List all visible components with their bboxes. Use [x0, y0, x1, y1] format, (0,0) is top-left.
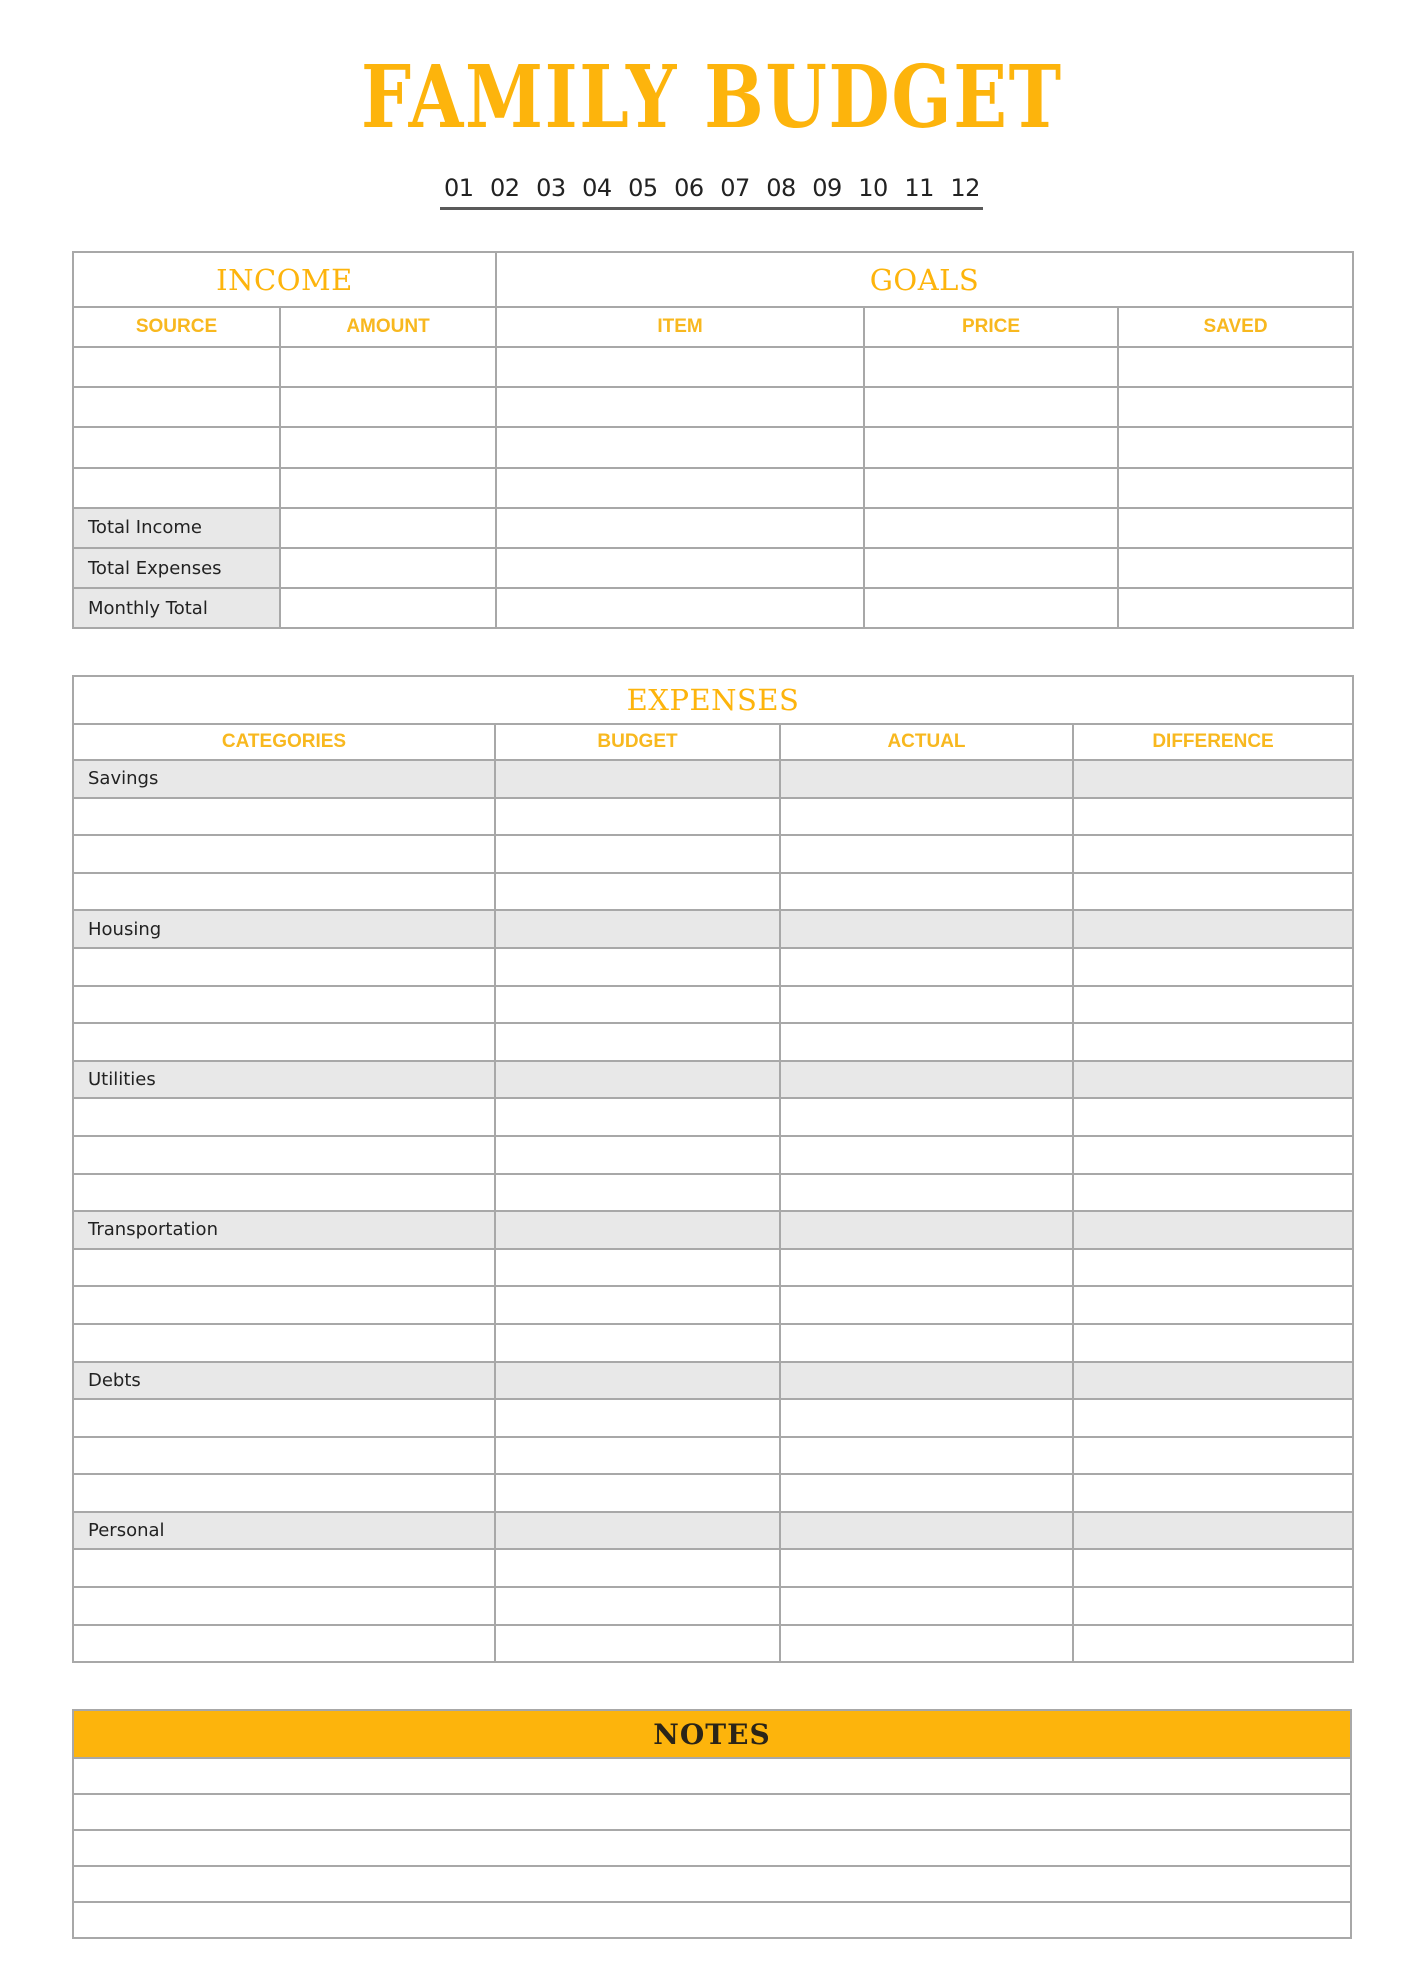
- expense-actual-cell[interactable]: [780, 873, 1073, 911]
- goal-price-cell[interactable]: [864, 387, 1118, 427]
- expense-difference-cell[interactable]: [1073, 1249, 1353, 1287]
- expense-budget-cell[interactable]: [495, 1136, 780, 1174]
- month-07[interactable]: 07: [720, 174, 750, 202]
- expense-category-row: [73, 1061, 1353, 1099]
- income-goals-row: [73, 508, 1353, 548]
- expenses-table: [72, 675, 1354, 1663]
- goals-col-price: PRICE: [864, 307, 1118, 347]
- expense-category-row: [73, 1512, 1353, 1550]
- expense-actual-cell[interactable]: [780, 1098, 1073, 1136]
- goal-saved-cell[interactable]: [1118, 347, 1353, 387]
- expense-item-row: [73, 1437, 1353, 1475]
- expense-actual-cell[interactable]: [780, 1512, 1073, 1550]
- expense-item-row: [73, 1098, 1353, 1136]
- month-underline: [440, 207, 983, 210]
- month-10[interactable]: 10: [858, 174, 888, 202]
- expense-item-row: [73, 835, 1353, 873]
- expense-item-row: [73, 1474, 1353, 1512]
- expense-item-cell[interactable]: [73, 948, 495, 986]
- goal-price-cell[interactable]: [864, 548, 1118, 588]
- goal-saved-cell[interactable]: [1118, 427, 1353, 467]
- expense-actual-cell[interactable]: [780, 1211, 1073, 1249]
- expense-budget-cell[interactable]: [495, 986, 780, 1024]
- expense-actual-cell[interactable]: [780, 1437, 1073, 1475]
- expense-difference-cell[interactable]: [1073, 1174, 1353, 1212]
- month-08[interactable]: 08: [766, 174, 796, 202]
- expense-actual-cell[interactable]: [780, 1362, 1073, 1400]
- goal-price-cell[interactable]: [864, 468, 1118, 508]
- expense-category-row: [73, 1211, 1353, 1249]
- expense-item-row: [73, 1625, 1353, 1663]
- month-01[interactable]: 01: [444, 174, 474, 202]
- expense-item-cell[interactable]: [73, 1474, 495, 1512]
- month-06[interactable]: 06: [674, 174, 704, 202]
- page-title-text: FAMILY BUDGET: [360, 47, 1063, 148]
- income-summary-label: Total Expenses: [73, 548, 280, 588]
- expense-item-row: [73, 1324, 1353, 1362]
- income-source-cell[interactable]: [73, 468, 280, 508]
- expense-category-label: Transportation: [73, 1211, 495, 1249]
- expense-actual-cell[interactable]: [780, 1286, 1073, 1324]
- expense-category-row: [73, 760, 1353, 798]
- month-03[interactable]: 03: [536, 174, 566, 202]
- goals-title: GOALS: [496, 252, 1353, 307]
- expense-item-cell[interactable]: [73, 1098, 495, 1136]
- expense-actual-cell[interactable]: [780, 1587, 1073, 1625]
- expense-item-row: [73, 1549, 1353, 1587]
- expense-budget-cell[interactable]: [495, 798, 780, 836]
- expense-actual-cell[interactable]: [780, 986, 1073, 1024]
- income-amount-cell[interactable]: [280, 387, 496, 427]
- expense-budget-cell[interactable]: [495, 835, 780, 873]
- goal-item-cell[interactable]: [496, 347, 864, 387]
- expense-actual-cell[interactable]: [780, 1061, 1073, 1099]
- goal-saved-cell[interactable]: [1118, 387, 1353, 427]
- goal-price-cell[interactable]: [864, 347, 1118, 387]
- expense-item-cell[interactable]: [73, 1549, 495, 1587]
- expense-budget-cell[interactable]: [495, 1098, 780, 1136]
- expense-budget-cell[interactable]: [495, 910, 780, 948]
- expense-budget-cell[interactable]: [495, 1061, 780, 1099]
- expense-actual-cell[interactable]: [780, 1249, 1073, 1287]
- income-col-amount: AMOUNT: [280, 307, 496, 347]
- expense-difference-cell[interactable]: [1073, 1512, 1353, 1550]
- income-amount-cell[interactable]: [280, 347, 496, 387]
- expense-difference-cell[interactable]: [1073, 1136, 1353, 1174]
- expense-budget-cell[interactable]: [495, 1174, 780, 1212]
- goal-item-cell[interactable]: [496, 387, 864, 427]
- expense-difference-cell[interactable]: [1073, 1286, 1353, 1324]
- expense-item-row: [73, 986, 1353, 1024]
- page-title: [0, 48, 1423, 148]
- notes-row: [73, 1830, 1351, 1866]
- goals-col-saved: SAVED: [1118, 307, 1353, 347]
- income-goals-row: [73, 387, 1353, 427]
- expense-category-label: Debts: [73, 1362, 495, 1400]
- goal-saved-cell[interactable]: [1118, 588, 1353, 628]
- expense-difference-cell[interactable]: [1073, 1023, 1353, 1061]
- expense-item-cell[interactable]: [73, 986, 495, 1024]
- expense-item-row: [73, 1587, 1353, 1625]
- expense-budget-cell[interactable]: [495, 1549, 780, 1587]
- expense-budget-cell[interactable]: [495, 1023, 780, 1061]
- expense-difference-cell[interactable]: [1073, 910, 1353, 948]
- month-05[interactable]: 05: [628, 174, 658, 202]
- expense-difference-cell[interactable]: [1073, 835, 1353, 873]
- income-source-cell[interactable]: [73, 427, 280, 467]
- goal-item-cell[interactable]: [496, 548, 864, 588]
- expense-actual-cell[interactable]: [780, 1625, 1073, 1663]
- income-amount-cell[interactable]: [280, 508, 496, 548]
- notes-row: [73, 1902, 1351, 1938]
- notes-table: [72, 1709, 1352, 1939]
- expense-difference-cell[interactable]: [1073, 1549, 1353, 1587]
- expense-difference-cell[interactable]: [1073, 798, 1353, 836]
- income-goals-row: [73, 548, 1353, 588]
- goals-col-item: ITEM: [496, 307, 864, 347]
- month-12[interactable]: 12: [950, 174, 980, 202]
- expense-category-row: [73, 1362, 1353, 1400]
- expense-item-row: [73, 873, 1353, 911]
- expense-item-cell[interactable]: [73, 1136, 495, 1174]
- income-source-cell[interactable]: [73, 387, 280, 427]
- expense-item-cell[interactable]: [73, 1249, 495, 1287]
- expense-actual-cell[interactable]: [780, 1136, 1073, 1174]
- expense-item-row: [73, 1023, 1353, 1061]
- notes-line[interactable]: [73, 1794, 1351, 1830]
- expense-item-cell[interactable]: [73, 1324, 495, 1362]
- expense-budget-cell[interactable]: [495, 1399, 780, 1437]
- income-amount-cell[interactable]: [280, 468, 496, 508]
- income-goals-row: [73, 468, 1353, 508]
- income-amount-cell[interactable]: [280, 588, 496, 628]
- expense-category-label: Utilities: [73, 1061, 495, 1099]
- expense-difference-cell[interactable]: [1073, 1474, 1353, 1512]
- expense-budget-cell[interactable]: [495, 1249, 780, 1287]
- expense-budget-cell[interactable]: [495, 1625, 780, 1663]
- income-source-cell[interactable]: [73, 347, 280, 387]
- expense-difference-cell[interactable]: [1073, 986, 1353, 1024]
- expense-budget-cell[interactable]: [495, 948, 780, 986]
- expense-budget-cell[interactable]: [495, 1474, 780, 1512]
- expense-budget-cell[interactable]: [495, 1587, 780, 1625]
- expense-item-cell[interactable]: [73, 1174, 495, 1212]
- expense-difference-cell[interactable]: [1073, 948, 1353, 986]
- expense-actual-cell[interactable]: [780, 1474, 1073, 1512]
- notes-title: NOTES: [73, 1710, 1351, 1758]
- expense-difference-cell[interactable]: [1073, 873, 1353, 911]
- expense-actual-cell[interactable]: [780, 1549, 1073, 1587]
- expense-actual-cell[interactable]: [780, 798, 1073, 836]
- goal-saved-cell[interactable]: [1118, 468, 1353, 508]
- expense-budget-cell[interactable]: [495, 760, 780, 798]
- expense-item-cell[interactable]: [73, 1587, 495, 1625]
- income-goals-row: [73, 347, 1353, 387]
- expense-item-cell[interactable]: [73, 873, 495, 911]
- expense-budget-cell[interactable]: [495, 873, 780, 911]
- expense-category-label: Personal: [73, 1512, 495, 1550]
- expense-budget-cell[interactable]: [495, 1286, 780, 1324]
- notes-line[interactable]: [73, 1866, 1351, 1902]
- income-goals-table: [72, 251, 1354, 629]
- expense-item-cell[interactable]: [73, 1286, 495, 1324]
- expense-budget-cell[interactable]: [495, 1324, 780, 1362]
- expense-difference-cell[interactable]: [1073, 1587, 1353, 1625]
- month-09[interactable]: 09: [812, 174, 842, 202]
- month-04[interactable]: 04: [582, 174, 612, 202]
- expense-category-label: Housing: [73, 910, 495, 948]
- expense-item-cell[interactable]: [73, 1437, 495, 1475]
- expense-item-cell[interactable]: [73, 1023, 495, 1061]
- expense-item-row: [73, 798, 1353, 836]
- expense-item-cell[interactable]: [73, 835, 495, 873]
- expense-difference-cell[interactable]: [1073, 1399, 1353, 1437]
- expense-category-label: Savings: [73, 760, 495, 798]
- income-title: INCOME: [73, 252, 496, 307]
- notes-row: [73, 1758, 1351, 1794]
- expense-actual-cell[interactable]: [780, 835, 1073, 873]
- goal-saved-cell[interactable]: [1118, 548, 1353, 588]
- expense-item-cell[interactable]: [73, 1399, 495, 1437]
- expenses-col-categories: CATEGORIES: [73, 724, 495, 760]
- expense-difference-cell[interactable]: [1073, 1098, 1353, 1136]
- goal-item-cell[interactable]: [496, 468, 864, 508]
- notes-line[interactable]: [73, 1830, 1351, 1866]
- goal-price-cell[interactable]: [864, 427, 1118, 467]
- expense-difference-cell[interactable]: [1073, 1324, 1353, 1362]
- expense-item-row: [73, 948, 1353, 986]
- goal-saved-cell[interactable]: [1118, 508, 1353, 548]
- income-goals-row: [73, 588, 1353, 628]
- expense-difference-cell[interactable]: [1073, 1061, 1353, 1099]
- expense-item-row: [73, 1136, 1353, 1174]
- expense-budget-cell[interactable]: [495, 1211, 780, 1249]
- expenses-col-budget: BUDGET: [495, 724, 780, 760]
- month-selector: [440, 168, 984, 208]
- expense-item-cell[interactable]: [73, 1625, 495, 1663]
- expense-item-row: [73, 1249, 1353, 1287]
- income-col-source: SOURCE: [73, 307, 280, 347]
- expense-item-row: [73, 1399, 1353, 1437]
- expense-actual-cell[interactable]: [780, 910, 1073, 948]
- expense-difference-cell[interactable]: [1073, 1211, 1353, 1249]
- goal-item-cell[interactable]: [496, 588, 864, 628]
- expense-budget-cell[interactable]: [495, 1362, 780, 1400]
- notes-row: [73, 1794, 1351, 1830]
- month-11[interactable]: 11: [904, 174, 934, 202]
- income-amount-cell[interactable]: [280, 427, 496, 467]
- expense-budget-cell[interactable]: [495, 1437, 780, 1475]
- expense-actual-cell[interactable]: [780, 1399, 1073, 1437]
- income-amount-cell[interactable]: [280, 548, 496, 588]
- expense-difference-cell[interactable]: [1073, 1437, 1353, 1475]
- goal-item-cell[interactable]: [496, 427, 864, 467]
- expense-difference-cell[interactable]: [1073, 1625, 1353, 1663]
- expenses-col-actual: ACTUAL: [780, 724, 1073, 760]
- expenses-title: EXPENSES: [73, 676, 1353, 724]
- expense-item-cell[interactable]: [73, 798, 495, 836]
- notes-line[interactable]: [73, 1758, 1351, 1794]
- expense-difference-cell[interactable]: [1073, 1362, 1353, 1400]
- income-summary-label: Monthly Total: [73, 588, 280, 628]
- expense-item-row: [73, 1286, 1353, 1324]
- goal-price-cell[interactable]: [864, 508, 1118, 548]
- goal-item-cell[interactable]: [496, 508, 864, 548]
- expense-actual-cell[interactable]: [780, 1324, 1073, 1362]
- notes-line[interactable]: [73, 1902, 1351, 1938]
- goal-price-cell[interactable]: [864, 588, 1118, 628]
- notes-row: [73, 1866, 1351, 1902]
- expense-actual-cell[interactable]: [780, 760, 1073, 798]
- income-goals-row: [73, 427, 1353, 467]
- income-summary-label: Total Income: [73, 508, 280, 548]
- expense-category-row: [73, 910, 1353, 948]
- expenses-col-difference: DIFFERENCE: [1073, 724, 1353, 760]
- expense-actual-cell[interactable]: [780, 1174, 1073, 1212]
- expense-actual-cell[interactable]: [780, 948, 1073, 986]
- expense-actual-cell[interactable]: [780, 1023, 1073, 1061]
- expense-difference-cell[interactable]: [1073, 760, 1353, 798]
- expense-budget-cell[interactable]: [495, 1512, 780, 1550]
- month-02[interactable]: 02: [490, 174, 520, 202]
- expense-item-row: [73, 1174, 1353, 1212]
